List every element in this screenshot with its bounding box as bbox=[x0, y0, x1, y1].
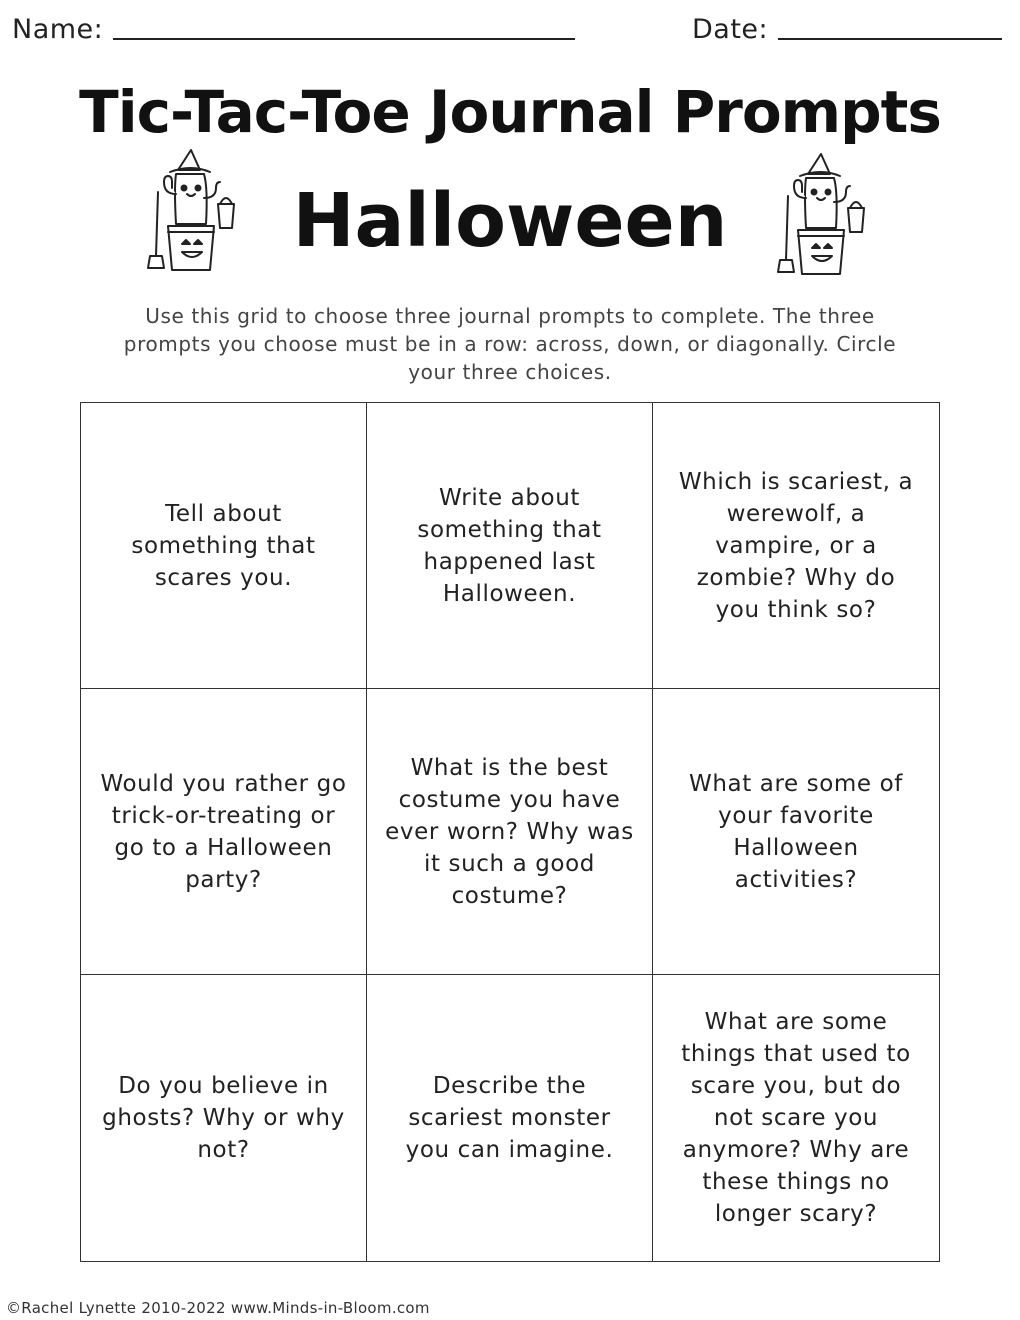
name-blank[interactable] bbox=[113, 14, 575, 40]
grid-cell[interactable] bbox=[81, 689, 367, 975]
page-subtitle: Halloween bbox=[292, 178, 728, 264]
tic-tac-toe-grid bbox=[80, 402, 940, 1262]
date-blank[interactable] bbox=[778, 14, 1002, 40]
grid-cell[interactable] bbox=[653, 689, 939, 975]
date-label: Date: bbox=[692, 14, 769, 45]
grid-cell[interactable] bbox=[653, 975, 939, 1261]
grid-cell[interactable] bbox=[367, 975, 653, 1261]
date-field[interactable] bbox=[692, 14, 1002, 45]
prompt-text: What are some of your favorite Halloween activities? bbox=[689, 770, 903, 893]
grid-cell[interactable] bbox=[367, 403, 653, 689]
prompt-text: What are some things that used to scare you, but do not scare you anymore? Why are these things no longer scary? bbox=[681, 1009, 911, 1227]
page-title: Tic-Tac-Toe Journal Prompts bbox=[79, 78, 941, 146]
name-field[interactable] bbox=[12, 14, 575, 45]
grid-cell[interactable] bbox=[81, 975, 367, 1261]
copyright-footer: ©Rachel Lynette 2010-2022 www.Minds-in-Bloom.com bbox=[6, 1299, 430, 1317]
prompt-text: Do you believe in ghosts? Why or why not? bbox=[102, 1073, 345, 1163]
grid-cell[interactable] bbox=[367, 689, 653, 975]
prompt-text: Tell about something that scares you. bbox=[131, 500, 316, 591]
grid-cell[interactable] bbox=[81, 403, 367, 689]
instructions: Use this grid to choose three journal prompts to complete. The three prompts you choose must be in a row: across, down, or diagonally. Circle your three choices. bbox=[123, 304, 897, 384]
prompt-text: Write about something that happened last Halloween. bbox=[417, 484, 602, 607]
prompt-text: Would you rather go trick-or-treating or go to a Halloween party? bbox=[100, 770, 347, 893]
prompt-text: Which is scariest, a werewolf, a vampire, or a zombie? Why do you think so? bbox=[678, 468, 914, 623]
grid-cell[interactable] bbox=[653, 403, 939, 689]
prompt-text: What is the best costume you have ever worn? Why was it such a good costume? bbox=[385, 754, 634, 909]
name-label: Name: bbox=[12, 14, 104, 45]
prompt-text: Describe the scariest monster you can imagine. bbox=[405, 1073, 614, 1163]
